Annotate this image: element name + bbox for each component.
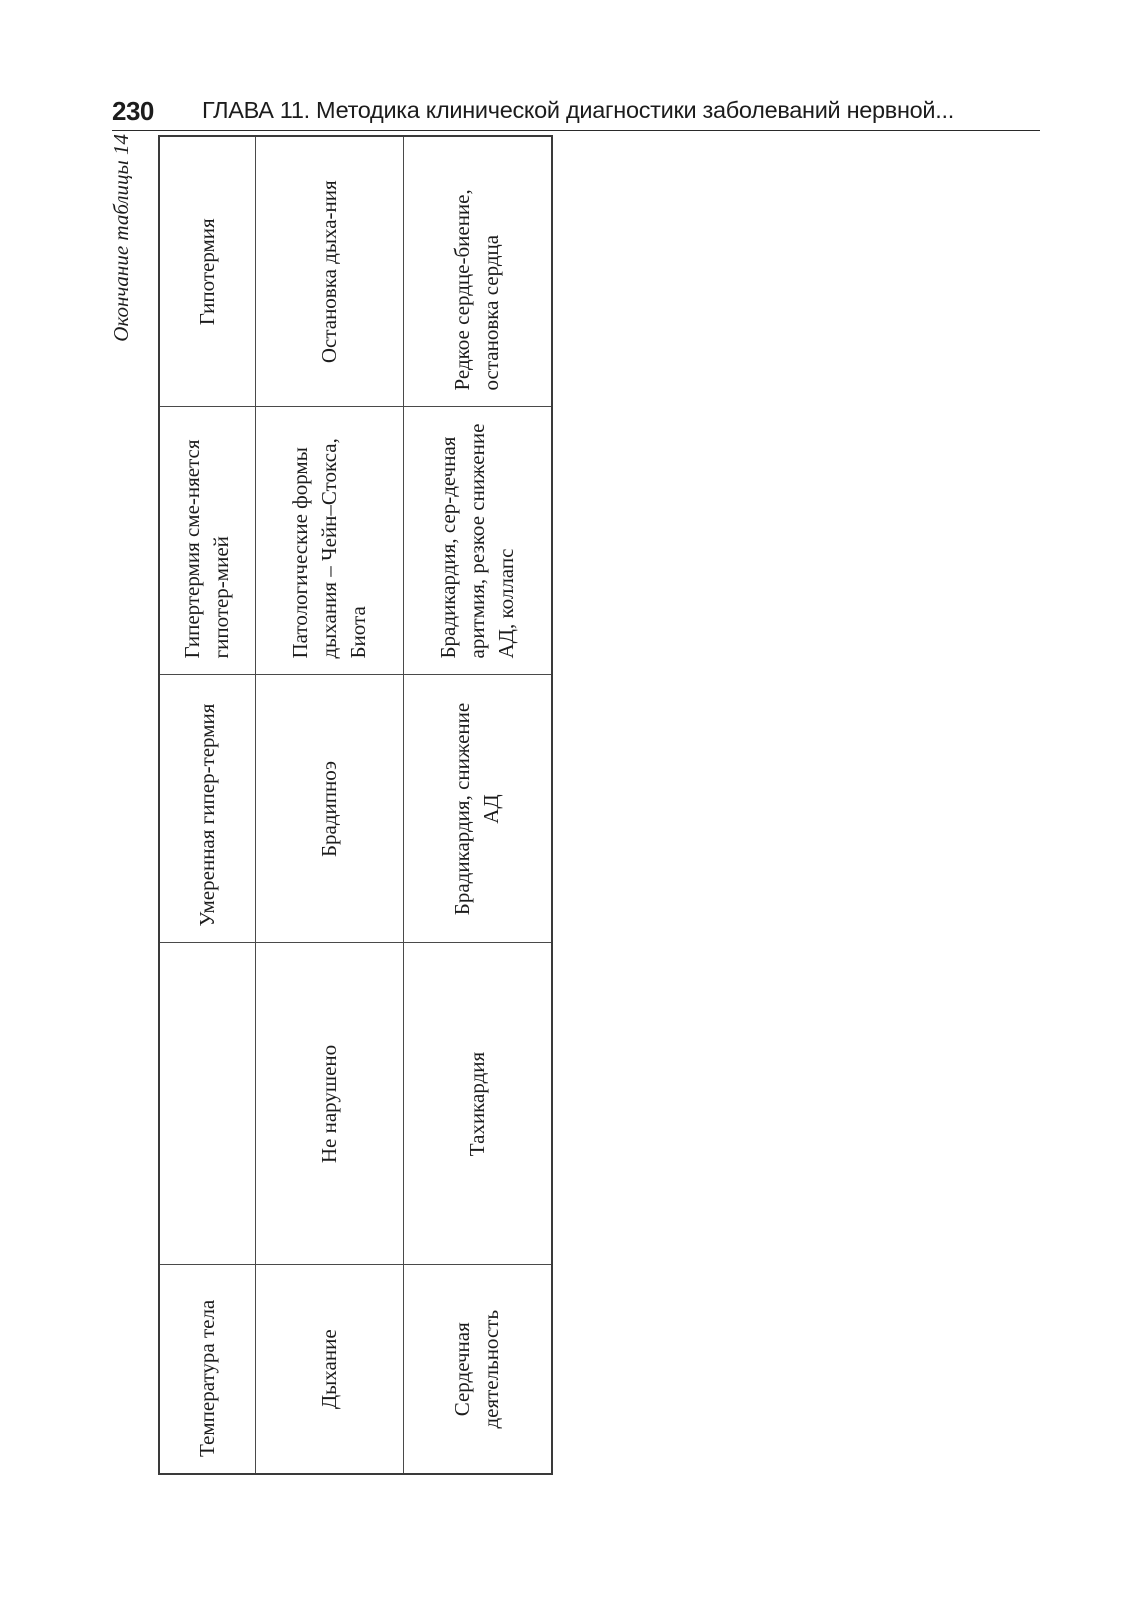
table-cell: Сердечная деятельность xyxy=(403,1265,551,1473)
table-frame xyxy=(158,135,553,1475)
table-cell: Дыхание xyxy=(255,1265,403,1473)
table-cell: Температура тела xyxy=(160,1265,255,1473)
page-number: 230 xyxy=(112,96,154,126)
table-cell: Редкое сердце-биение, остановка сердца xyxy=(403,137,551,407)
table-cell: Гипотермия xyxy=(160,137,255,407)
table-row xyxy=(403,137,551,1473)
table-cell: Тахикардия xyxy=(403,943,551,1265)
table-cell xyxy=(160,943,255,1265)
chapter-title: ГЛАВА 11. Методика клинической диагностики заболеваний нервной... xyxy=(202,97,954,123)
table-row xyxy=(255,137,403,1473)
table-cell: Брадикардия, сер-дечная аритмия, резкое снижение АД, коллапс xyxy=(403,407,551,675)
table-cell: Брадикардия, снижение АД xyxy=(403,675,551,943)
running-head xyxy=(112,96,1040,131)
table-cell: Гипертермия сме-няется гипотер-мией xyxy=(160,407,255,675)
table-cell: Остановка дыха-ния xyxy=(255,137,403,407)
table-row xyxy=(160,137,255,1473)
table-caption: Окончание таблицы 14 xyxy=(109,134,133,342)
rotated-table xyxy=(160,137,551,1473)
table-cell: Патологические формы дыхания – Чейн–Стокса, Биота xyxy=(255,407,403,675)
table-cell: Умеренная гипер-термия xyxy=(160,675,255,943)
table-cell: Брадипноэ xyxy=(255,675,403,943)
table-cell: Не нарушено xyxy=(255,943,403,1265)
